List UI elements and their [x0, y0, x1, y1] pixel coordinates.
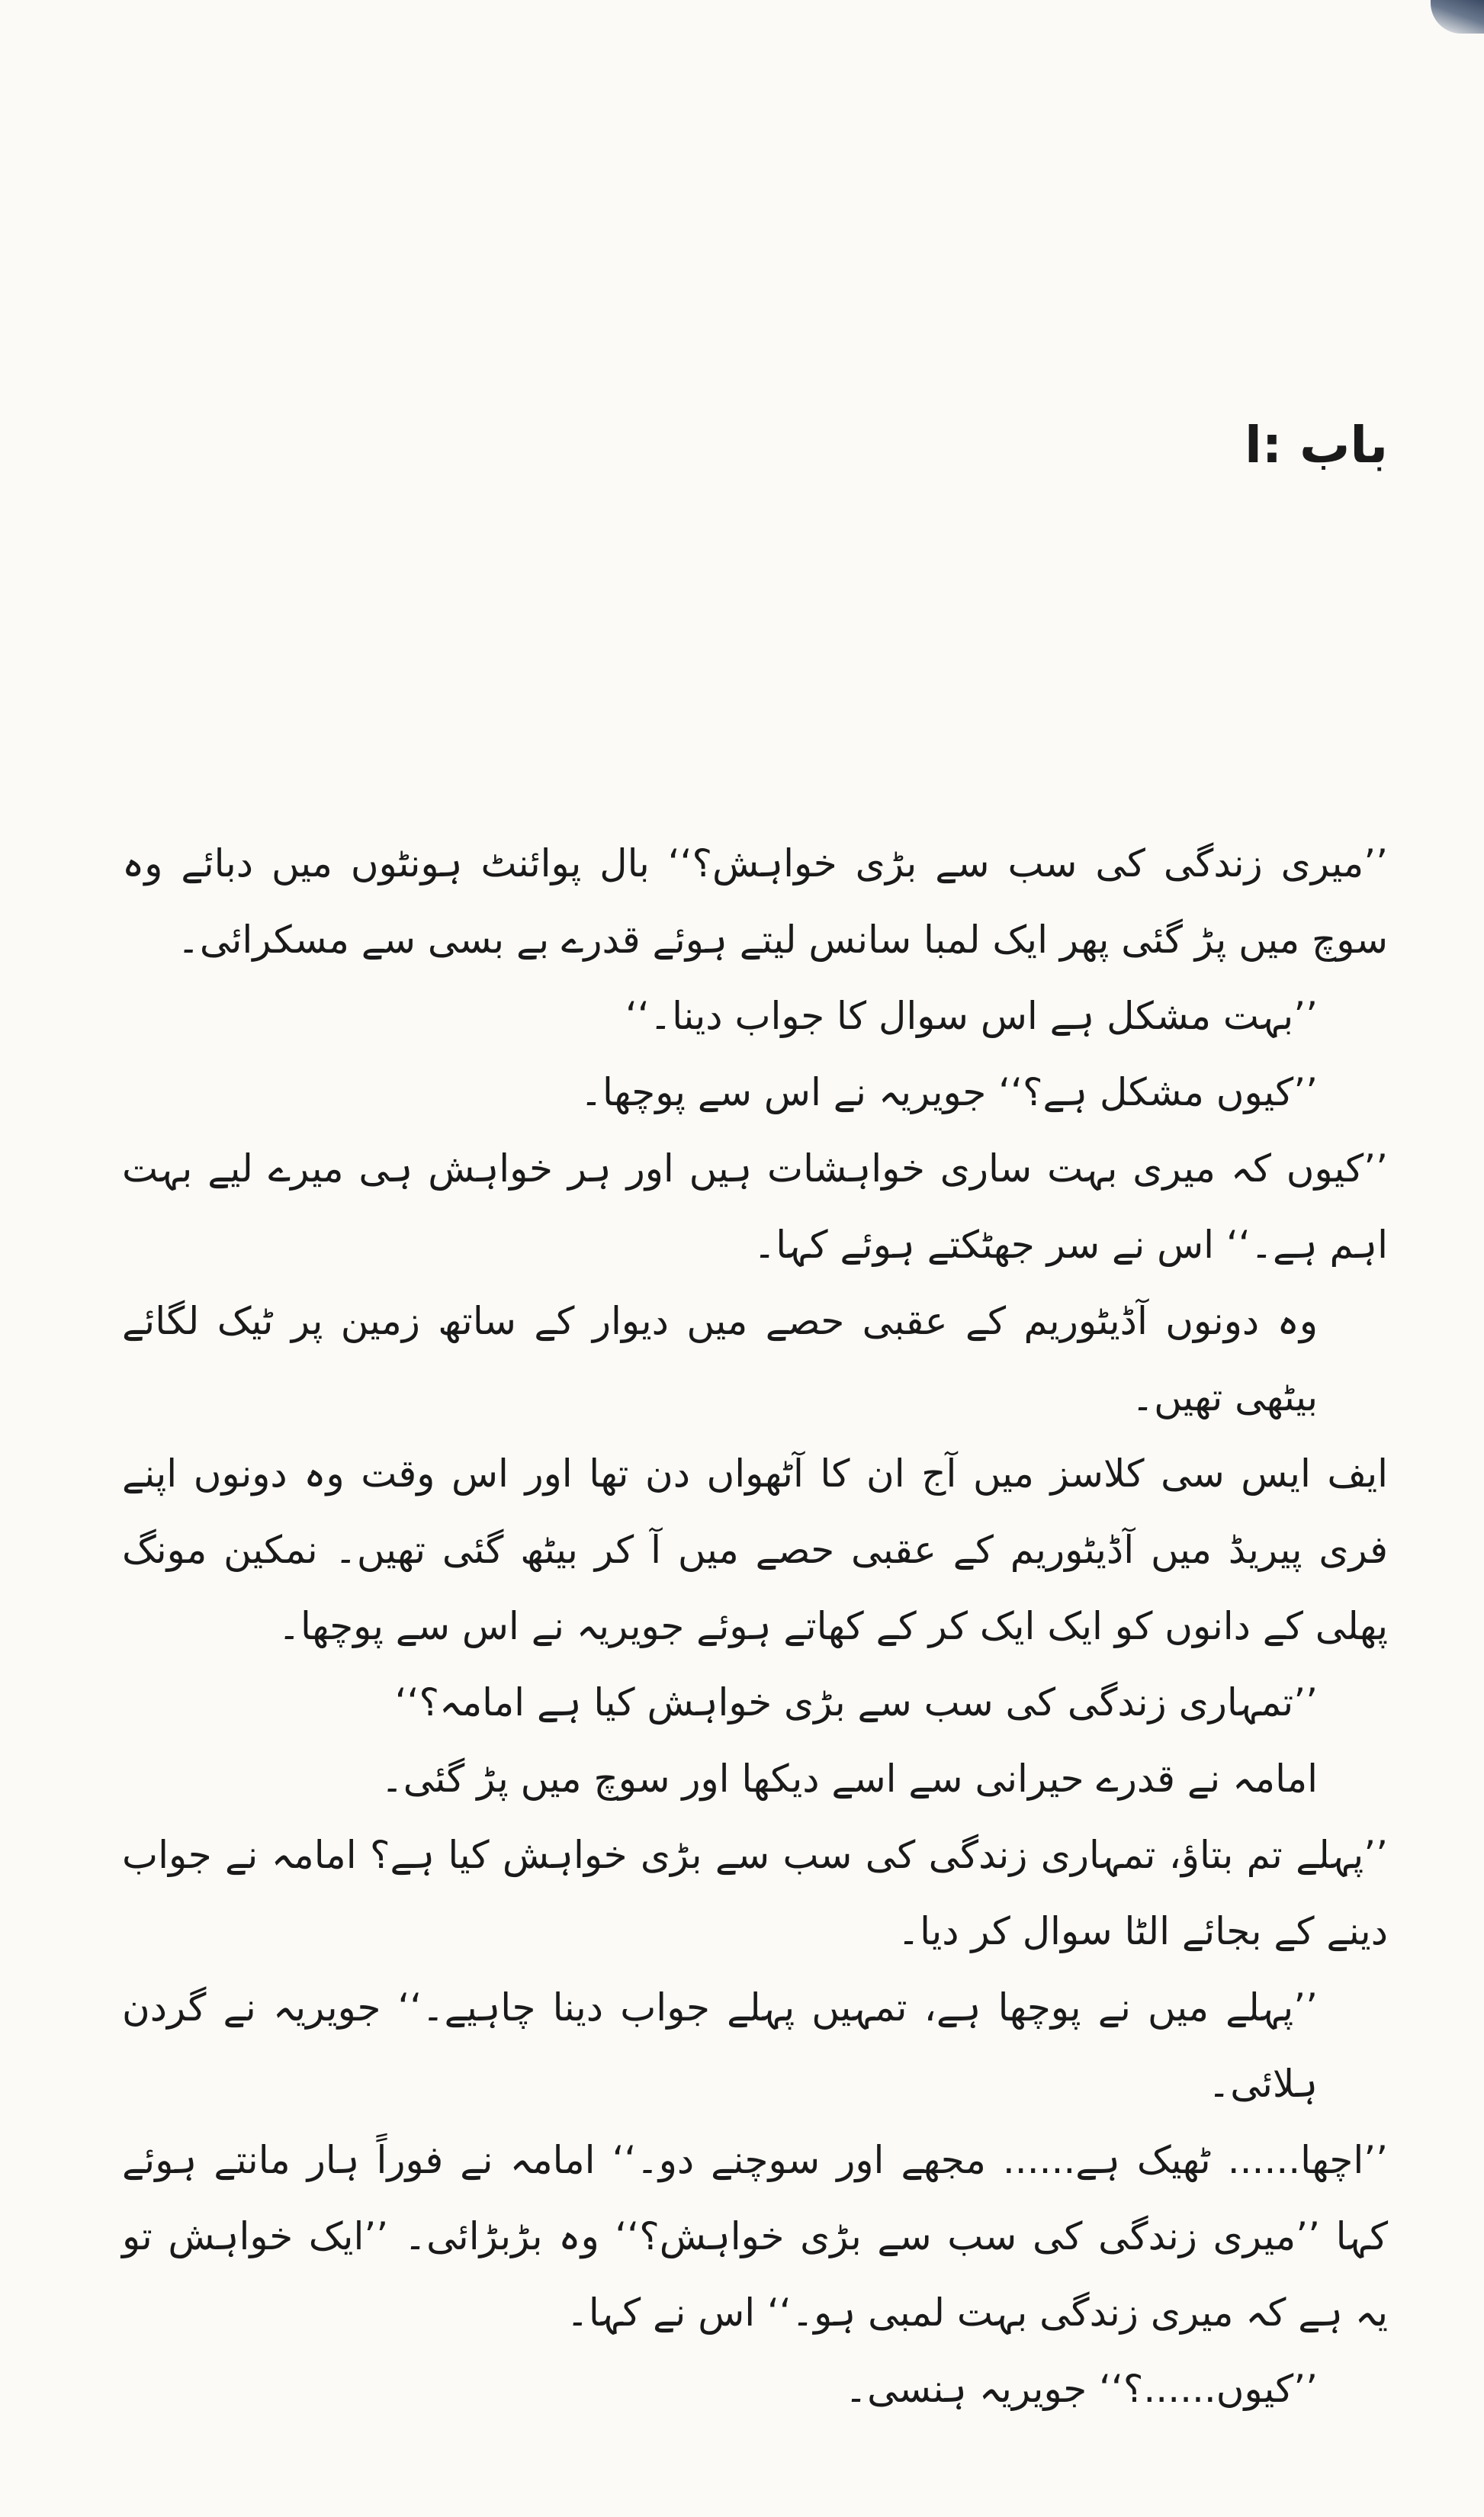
paragraph: ’’اچھا...... ٹھیک ہے...... مجھے اور سوچنے دو۔‘‘ امامہ نے فوراً ہار مانتے ہوئے کہا ’’میری زندگی کی سب سے بڑی خواہش؟‘‘ وہ بڑبڑائی۔ ’’ایک خواہش تو یہ ہے کہ میری زندگی بہت لمبی ہو۔‘‘ اس نے کہا۔ — [122, 2138, 1388, 2335]
chapter-heading: باب :ا — [1245, 416, 1388, 474]
paragraph: ’’کیوں......؟‘‘ جویریہ ہنسی۔ — [844, 2367, 1318, 2411]
paragraph: ’’بہت مشکل ہے اس سوال کا جواب دینا۔‘‘ — [625, 994, 1318, 1038]
chapter-body — [122, 825, 1388, 2427]
paragraph: ’’میری زندگی کی سب سے بڑی خواہش؟‘‘ بال پوائنٹ ہونٹوں میں دبائے وہ سوچ میں پڑ گئی پھر ایک لمبا سانس لیتے ہوئے قدرے بے بسی سے مسکرائی۔ — [122, 841, 1388, 962]
paragraph: ’’کیوں کہ میری بہت ساری خواہشات ہیں اور ہر خواہش ہی میرے لیے بہت اہم ہے۔‘‘ اس نے سر جھٹکتے ہوئے کہا۔ — [122, 1146, 1388, 1267]
paragraph: ’’کیوں مشکل ہے؟‘‘ جویریہ نے اس سے پوچھا۔ — [580, 1070, 1318, 1114]
paragraph: ایف ایس سی کلاسز میں آج ان کا آٹھواں دن تھا اور اس وقت وہ دونوں اپنے فری پیریڈ میں آڈیٹوریم کے عقبی حصے میں آ کر بیٹھ گئی تھیں۔ نمکین مونگ پھلی کے دانوں کو ایک ایک کر کے کھاتے ہوئے جویریہ نے اس سے پوچھا۔ — [122, 1451, 1388, 1648]
paragraph: امامہ نے قدرے حیرانی سے اسے دیکھا اور سوچ میں پڑ گئی۔ — [381, 1757, 1318, 1801]
paragraph: ’’تمہاری زندگی کی سب سے بڑی خواہش کیا ہے امامہ؟‘‘ — [394, 1680, 1318, 1725]
paragraph: ’’پہلے میں نے پوچھا ہے، تمہیں پہلے جواب دینا چاہیے۔‘‘ جویریہ نے گردن ہلائی۔ — [122, 1985, 1318, 2106]
page-corner-shadow — [1431, 0, 1484, 34]
paragraph: وہ دونوں آڈیٹوریم کے عقبی حصے میں دیوار کے ساتھ زمین پر ٹیک لگائے بیٹھی تھیں۔ — [122, 1299, 1318, 1419]
book-page — [122, 0, 1388, 2517]
paragraph: ’’پہلے تم بتاؤ، تمہاری زندگی کی سب سے بڑی خواہش کیا ہے؟ امامہ نے جواب دینے کے بجائے الٹا سوال کر دیا۔ — [122, 1833, 1388, 1953]
